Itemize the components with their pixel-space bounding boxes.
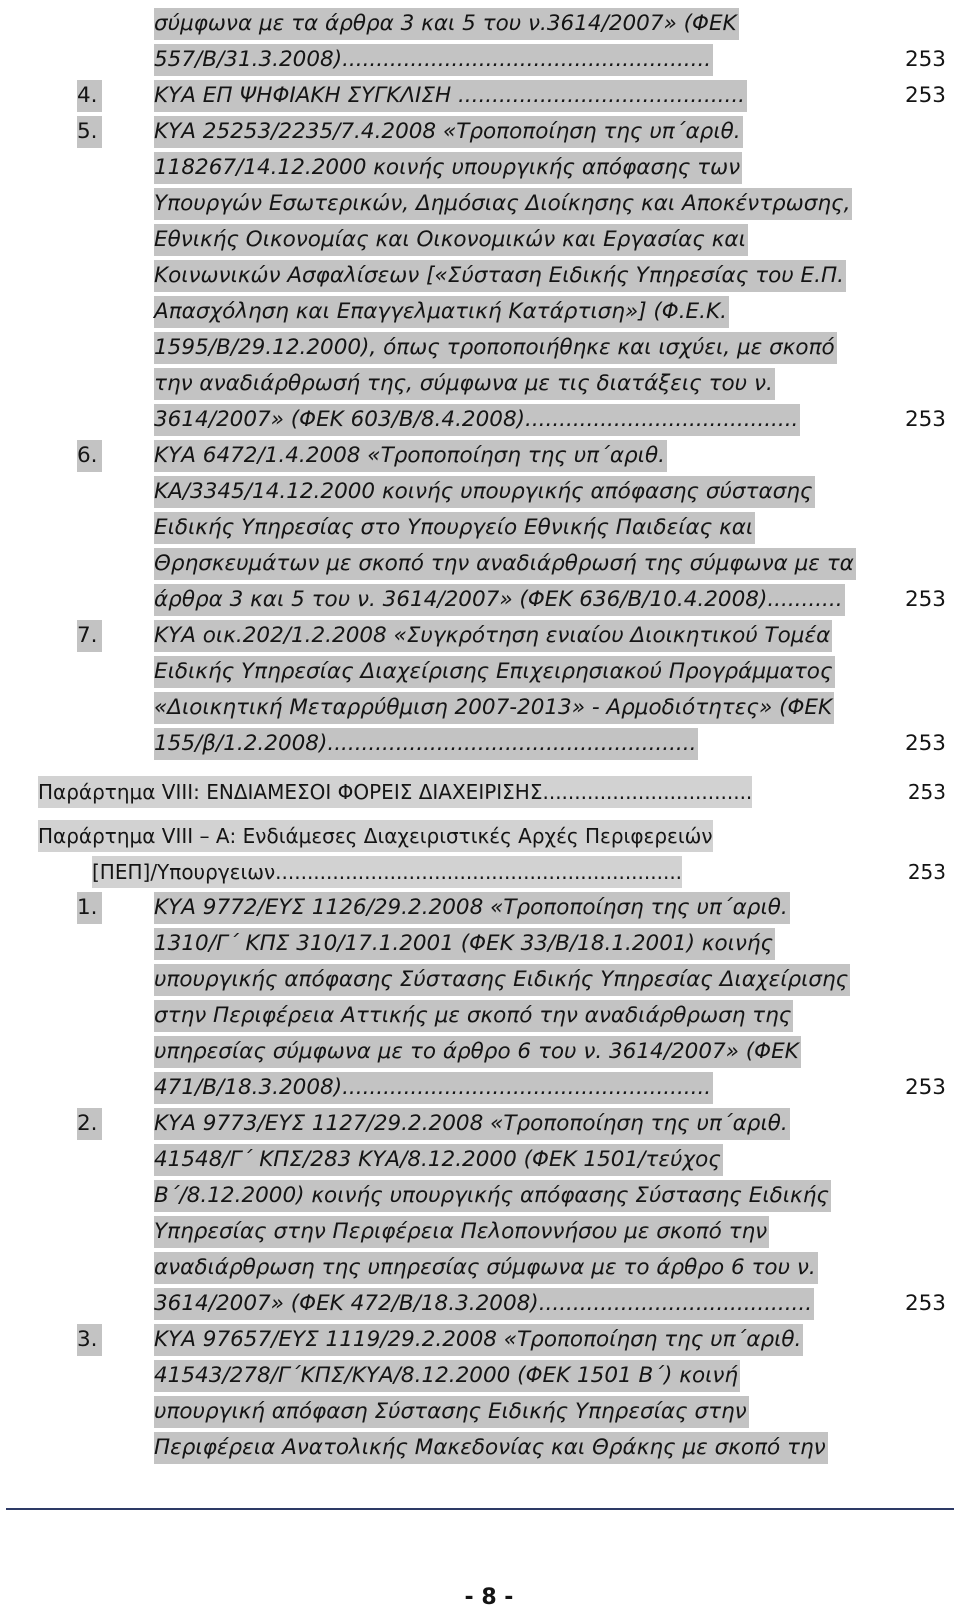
toc-entry-line: ΚΥΑ ΕΠ ΨΗΦΙΑΚΗ ΣΥΓΚΛΙΣΗ .......................................... [154,80,747,112]
toc-entry-line: υπουργικής απόφασης Σύστασης Ειδικής Υπηρεσίας Διαχείρισης [154,964,850,996]
toc-page-number: 253 [904,47,946,72]
toc-entry-line: άρθρα 3 και 5 του ν. 3614/2007» (ΦΕΚ 636/Β/10.4.2008)........... [154,584,845,616]
toc-entry-line: ΚΑ/3345/14.12.2000 κοινής υπουργικής απόφασης σύστασης [154,476,815,508]
toc-entry-line: 557/Β/31.3.2008)...................................................... [154,44,713,76]
toc-section-title: Παράρτημα VIII – Α: Ενδιάμεσες Διαχειριστικές Αρχές Περιφερειών [38,820,713,852]
toc-entry-line: 1595/Β/29.12.2000), όπως τροποποιήθηκε και ισχύει, με σκοπό [154,332,837,364]
toc-page-number: 253 [904,407,946,432]
toc-page-number: 253 [904,1291,946,1316]
toc-entry-number: 4. [77,80,102,112]
toc-entry-line: Απασχόληση και Επαγγελματική Κατάρτιση»] (Φ.Ε.Κ. [154,296,729,328]
toc-page-number: 253 [904,587,946,612]
toc-entry-line: στην Περιφέρεια Αττικής με σκοπό την αναδιάρθρωση της [154,1000,793,1032]
toc-entry-line: 1310/Γ΄ ΚΠΣ 310/17.1.2001 (ΦΕΚ 33/Β/18.1.2001) κοινής [154,928,775,960]
page-footer [0,1585,960,1610]
toc-entry-number: 5. [77,116,102,148]
toc-entry-line: 155/β/1.2.2008)...................................................... [154,728,698,760]
toc-entry-line: 471/Β/18.3.2008)...................................................... [154,1072,713,1104]
toc-entry-line: ΚΥΑ 6472/1.4.2008 «Τροποποίηση της υπ΄αριθ. [154,440,667,472]
toc-entry-line: 118267/14.12.2000 κοινής υπουργικής απόφασης των [154,152,742,184]
toc-entry-line: 3614/2007» (ΦΕΚ 603/Β/8.4.2008)........................................ [154,404,800,436]
toc-entry-line: Κοινωνικών Ασφαλίσεων [«Σύσταση Ειδικής Υπηρεσίας του Ε.Π. [154,260,846,292]
toc-page-number: 253 [904,1075,946,1100]
toc-entry-line: σύμφωνα με τα άρθρα 3 και 5 του ν.3614/2007» (ΦΕΚ [154,8,739,40]
toc-page-number: 253 [907,780,946,804]
toc-entry-line: την αναδιάρθρωσή της, σύμφωνα με τις διατάξεις του ν. [154,368,775,400]
toc-page-number: 253 [904,83,946,108]
toc-entry-number: 2. [77,1108,102,1140]
toc-section-title: Παράρτημα VIII: ΕΝΔΙΑΜΕΣΟΙ ΦΟΡΕΙΣ ΔΙΑΧΕΙΡΙΣΗΣ................................. [38,776,752,808]
footer-rule [6,1508,954,1510]
toc-entry-line: Υπουργών Εσωτερικών, Δημόσιας Διοίκησης και Αποκέντρωσης, [154,188,852,220]
toc-section-annex-viii[interactable] [38,774,946,810]
toc-entry-number: 7. [77,620,102,652]
toc-entry-line: Ειδικής Υπηρεσίας Διαχείρισης Επιχειρησιακού Προγράμματος [154,656,835,688]
toc-entry-number: 1. [77,892,102,924]
toc-entry-line: υπουργική απόφαση Σύστασης Ειδικής Υπηρεσίας στην [154,1396,749,1428]
toc-entry-line: «Διοικητική Μεταρρύθμιση 2007-2013» - Αρμοδιότητες» (ΦΕΚ [154,692,834,724]
toc-entry-line: ΚΥΑ 9773/ΕΥΣ 1127/29.2.2008 «Τροποποίηση της υπ΄αριθ. [154,1108,790,1140]
toc-section-annex-viii-a[interactable] [38,818,946,890]
toc-entry-line: 41543/278/Γ΄ΚΠΣ/ΚΥΑ/8.12.2000 (ΦΕΚ 1501 Β΄) κοινή [154,1360,740,1392]
toc-entry-line: Εθνικής Οικονομίας και Οικονομικών και Εργασίας και [154,224,748,256]
toc-entry-line: αναδιάρθρωση της υπηρεσίας σύμφωνα με το άρθρο 6 του ν. [154,1252,818,1284]
toc-entry-line: Θρησκευμάτων με σκοπό την αναδιάρθρωσή της σύμφωνα με τα [154,548,856,580]
toc-entry-line: Β΄/8.12.2000) κοινής υπουργικής απόφασης Σύστασης Ειδικής [154,1180,831,1212]
toc-entry-line: υπηρεσίας σύμφωνα με το άρθρο 6 του ν. 3614/2007» (ΦΕΚ [154,1036,801,1068]
page-number: - 8 - [464,1585,514,1610]
toc-entry-line: 3614/2007» (ΦΕΚ 472/Β/18.3.2008)........................................ [154,1288,814,1320]
toc-entry-line: ΚΥΑ 9772/ΕΥΣ 1126/29.2.2008 «Τροποποίηση της υπ΄αριθ. [154,892,790,924]
toc-page-number: 253 [907,860,946,884]
toc-entry-line: ΚΥΑ οικ.202/1.2.2008 «Συγκρότηση ενιαίου Διοικητικού Τομέα [154,620,832,652]
toc-entry-line: ΚΥΑ 25253/2235/7.4.2008 «Τροποποίηση της υπ΄αριθ. [154,116,743,148]
toc-page-number: 253 [904,731,946,756]
toc-entry-line: Περιφέρεια Ανατολικής Μακεδονίας και Θράκης με σκοπό την [154,1432,828,1464]
toc-section-title-cont: [ΠΕΠ]/Υπουργειων................................................................ [92,856,682,888]
toc-entry-line: Υπηρεσίας στην Περιφέρεια Πελοποννήσου με σκοπό την [154,1216,769,1248]
toc-entry-line: ΚΥΑ 97657/ΕΥΣ 1119/29.2.2008 «Τροποποίηση της υπ΄αριθ. [154,1324,803,1356]
toc-entry-number: 3. [77,1324,102,1356]
toc-entry-line: 41548/Γ΄ ΚΠΣ/283 ΚΥΑ/8.12.2000 (ΦΕΚ 1501/τεύχος [154,1144,723,1176]
toc-entry-line: Ειδικής Υπηρεσίας στο Υπουργείο Εθνικής Παιδείας και [154,512,755,544]
toc-entry-number: 6. [77,440,102,472]
